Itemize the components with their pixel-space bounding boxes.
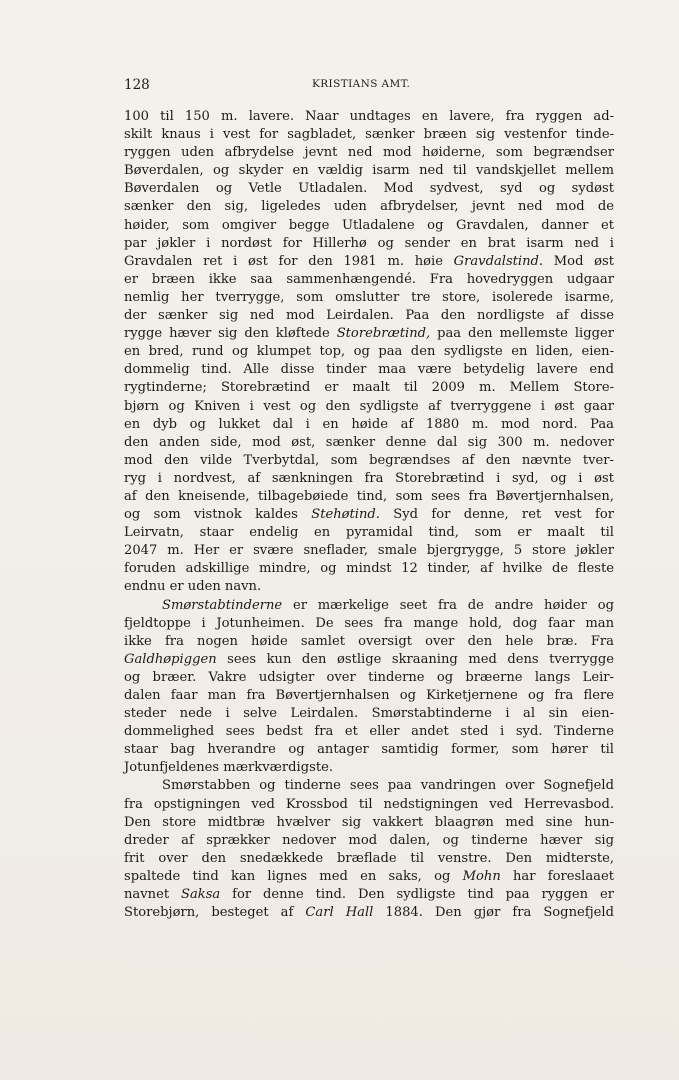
text-line	[124, 307, 614, 325]
text-run: dalen faar man fra Bøvertjernhalsen og Kirketjernene og fra flere	[124, 688, 614, 703]
text-line	[124, 814, 614, 832]
text-run: skilt knaus i vest for sagbladet, sænker bræen sig vestenfor tinde-	[124, 127, 614, 143]
text-run: par jøkler i nordøst for Hillerhø og sender en brat isarm ned i	[124, 235, 614, 251]
text-run: ryggen uden afbrydelse jevnt ned mod høiderne, som begrændser	[124, 145, 614, 161]
text-run: Gravdalen ret i øst for den 1981 m. høie	[124, 253, 454, 269]
text-line	[124, 777, 614, 795]
text-line	[124, 868, 614, 886]
text-run: Bøverdalen og Vetle Utladalen. Mod sydvest, syd og sydøst	[124, 181, 614, 197]
text-run: frit over den snedækkede bræflade til venstre. Den midterste,	[124, 850, 614, 866]
text-run: bjørn og Kniven i vest og den sydligste af tverryggene i øst gaar	[124, 398, 614, 414]
text-run: en dyb og lukket dal i en høide af 1880 m. mod nord. Paa	[124, 416, 614, 432]
text-run: og som vistnok kaldes	[124, 507, 312, 523]
text-line	[124, 524, 614, 542]
text-line	[124, 416, 614, 434]
text-line	[124, 162, 614, 180]
text-run: Leirvatn, staar endelig en pyramidal tind, som er maalt til	[124, 525, 614, 541]
body-text	[124, 108, 614, 922]
text-line	[124, 108, 614, 126]
italic-run: Mohn	[462, 868, 501, 884]
text-run: rygge hæver sig den kløftede	[124, 326, 337, 342]
text-line	[124, 633, 614, 651]
text-line	[124, 235, 614, 253]
text-run: Den store midtbræ hvælver sig vakkert blaagrøn med sine hun-	[124, 814, 614, 830]
text-line	[124, 560, 614, 578]
text-run: navnet	[124, 887, 181, 903]
text-line	[124, 705, 614, 723]
running-title: KRISTIANS AMT.	[312, 78, 411, 90]
text-run: en bred, rund og klumpet top, og paa den sydligste en liden, eien-	[124, 344, 614, 360]
text-line	[124, 759, 614, 777]
text-run: der sænker sig ned mod Leirdalen. Paa den nordligste af disse	[124, 308, 614, 324]
text-run: er bræen ikke saa sammenhængendé. Fra hovedryggen udgaar	[124, 271, 614, 287]
text-line	[124, 651, 614, 669]
italic-run: Gravdalstind.	[453, 253, 544, 269]
text-line	[124, 289, 614, 307]
text-line	[124, 144, 614, 162]
page-header	[124, 77, 614, 95]
text-run: endnu er uden navn.	[124, 579, 262, 595]
paragraph	[124, 108, 614, 597]
text-run: nemlig her tverrygge, som omslutter tre store, isolerede isarme,	[124, 289, 614, 305]
text-line	[124, 796, 614, 814]
text-line	[124, 398, 614, 416]
text-line	[124, 687, 614, 705]
text-line	[124, 180, 614, 198]
text-run: Bøverdalen, og skyder en vældig isarm ned til vandskjellet mellem	[124, 163, 614, 179]
text-run: sees kun den østlige skraaning med dens tverrygge	[216, 651, 614, 667]
text-run: foruden adskillige mindre, og mindst 12 tinder, af hvilke de fleste	[124, 561, 614, 577]
text-line	[124, 615, 614, 633]
text-run: paa den mellemste ligger	[430, 326, 614, 342]
text-run: dommelig tind. Alle disse tinder maa være betydelig lavere end	[124, 362, 614, 378]
text-run: mod den vilde Tverbytdal, som begrændses af den nævnte tver-	[124, 452, 614, 468]
text-run: for denne tind. Den sydligste tind paa ryggen er	[220, 887, 614, 903]
text-run: rygtinderne; Storebrætind er maalt til 2009 m. Mellem Store-	[124, 380, 614, 396]
italic-run: Storebrætind,	[336, 326, 431, 342]
text-line	[124, 343, 614, 361]
text-run: dreder af sprækker nedover mod dalen, og tinderne hæver sig	[124, 832, 614, 848]
text-run: fjeldtoppe i Jotunheimen. De sees fra mange hold, dog faar man	[124, 615, 614, 631]
italic-run: Saksa	[180, 887, 221, 903]
text-line	[124, 542, 614, 560]
text-run: er mærkelige seet fra de andre høider og	[282, 597, 614, 613]
text-run: sænker den sig, ligeledes uden afbrydelser, jevnt ned mod de	[124, 199, 614, 215]
text-line	[124, 379, 614, 397]
text-run: af den kneisende, tilbagebøiede tind, som sees fra Bøvertjernhalsen,	[124, 488, 614, 504]
paragraph	[124, 777, 614, 922]
text-line	[124, 253, 614, 271]
text-run: og bræer. Vakre udsigter over tinderne og bræerne langs Leir-	[124, 669, 614, 685]
text-line	[124, 217, 614, 235]
text-line	[124, 126, 614, 144]
text-run: ryg i nordvest, af sænkningen fra Storebrætind i syd, og i øst	[124, 470, 614, 486]
text-line	[124, 470, 614, 488]
text-line	[124, 452, 614, 470]
text-line	[124, 723, 614, 741]
text-line	[124, 850, 614, 868]
text-line	[124, 488, 614, 506]
text-line	[124, 832, 614, 850]
text-run: Storebjørn, besteget af	[124, 905, 306, 921]
text-run: Syd for denne, ret vest for	[379, 507, 614, 523]
text-line	[124, 198, 614, 216]
italic-run: Stehøtind.	[311, 507, 380, 523]
text-line	[124, 597, 614, 615]
text-line	[124, 434, 614, 452]
text-line	[124, 904, 614, 922]
text-run: staar bag hverandre og antager samtidig former, som hører til	[124, 742, 614, 758]
text-line	[124, 325, 614, 343]
italic-run: Carl Hall	[305, 905, 374, 921]
text-run: dommelighed sees bedst fra et eller andet sted i syd. Tinderne	[124, 724, 614, 740]
text-line	[124, 271, 614, 289]
text-run: spaltede tind kan lignes med en saks, og	[124, 868, 463, 884]
paragraph	[124, 597, 614, 778]
text-run: fra opstigningen ved Krossbod til nedstigningen ved Herrevasbod.	[124, 796, 614, 812]
text-run: ikke fra nogen høide samlet oversigt over den hele bræ. Fra	[124, 633, 614, 649]
text-run: har foreslaaet	[500, 868, 614, 884]
text-run: den anden side, mod øst, sænker denne dal sig 300 m. nedover	[124, 434, 614, 450]
text-line	[124, 361, 614, 379]
text-run: Jotunfjeldenes mærkværdigste.	[124, 760, 334, 776]
text-run: 2047 m. Her er svære sneflader, smale bjergrygge, 5 store jøkler	[124, 543, 614, 559]
italic-run: Smørstabtinderne	[162, 597, 283, 613]
text-line	[124, 741, 614, 759]
text-run: 1884. Den gjør fra Sognefjeld	[373, 905, 614, 921]
text-run: 100 til 150 m. lavere. Naar undtages en lavere, fra ryggen ad-	[124, 109, 614, 124]
text-line	[124, 669, 614, 687]
text-run: Mod øst	[543, 253, 614, 269]
text-run: høider, som omgiver begge Utladalene og Gravdalen, danner et	[124, 217, 614, 233]
text-run: steder nede i selve Leirdalen. Smørstabtinderne i al sin eien-	[124, 706, 614, 722]
text-line	[124, 506, 614, 524]
page-number: 128	[124, 77, 150, 93]
italic-run: Galdhøpiggen	[124, 651, 217, 667]
text-line	[124, 886, 614, 904]
text-run: Smørstabben og tinderne sees paa vandringen over Sognefjeld	[162, 778, 614, 794]
text-line	[124, 578, 614, 596]
